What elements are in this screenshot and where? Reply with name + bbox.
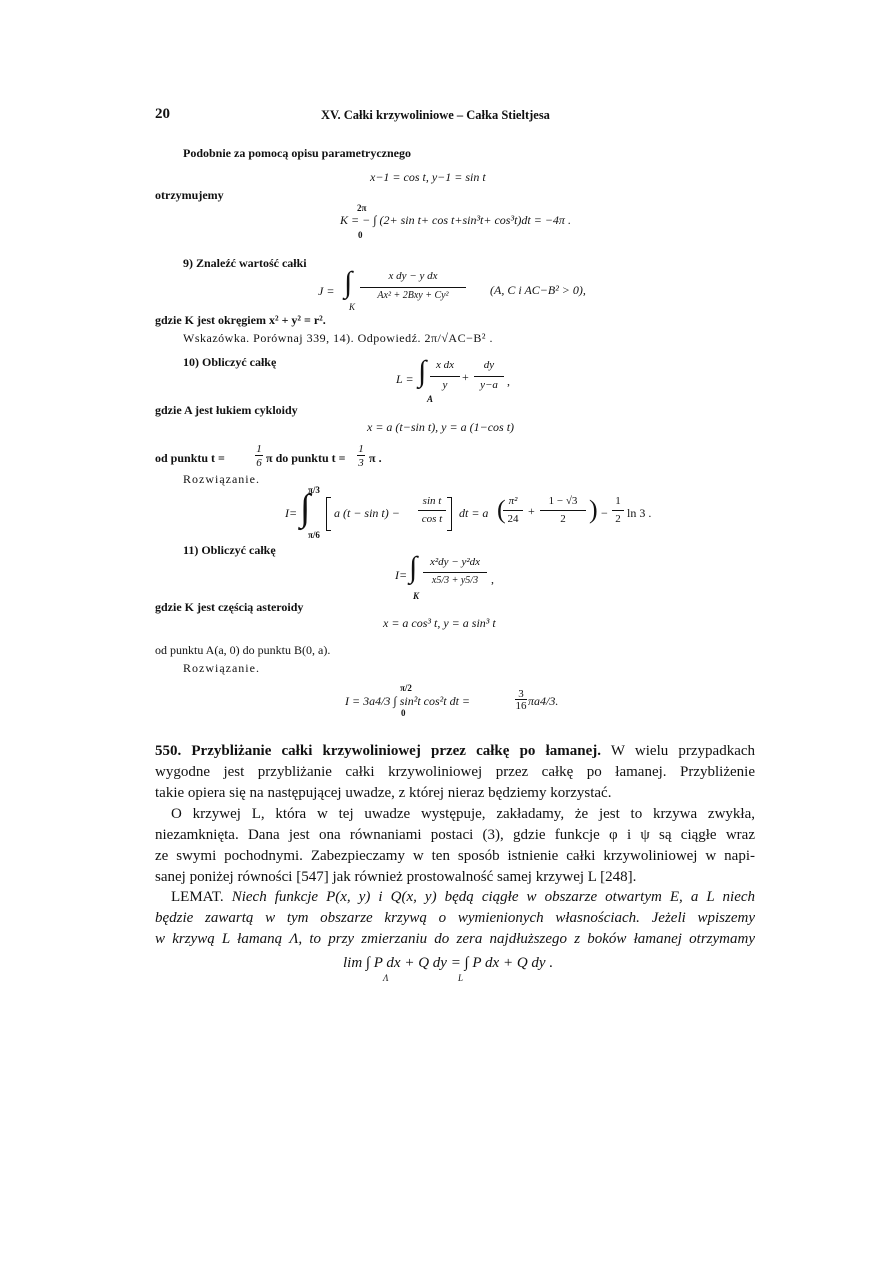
integral-lower-limit: 0 — [358, 230, 363, 240]
integral-sign: ∫ — [409, 551, 418, 584]
fraction-bar — [540, 510, 586, 511]
fraction-numerator: π² — [508, 495, 518, 507]
fraction-bar — [430, 376, 460, 377]
paragraph-line: wygodne jest przybliżanie całki krzywoliniowej przez całkę po łamanej. Przybliżenie — [155, 764, 755, 780]
paragraph-line: niezamknięta. Dana jest ona równaniami postaci (3), gdzie funkcje φ i ψ są ciągłe wraz — [155, 827, 755, 843]
formula-I: I = 3a4/3 ∫ sin²t cos²t dt = — [345, 694, 471, 708]
fraction-denominator: 24 — [507, 513, 519, 525]
fraction-numerator: x dx — [435, 359, 454, 371]
integral-subscript: A — [427, 394, 434, 404]
text-line: od punktu A(a, 0) do punktu B(0, a). — [155, 643, 331, 657]
text-line: Podobnie za pomocą opisu parametrycznego — [183, 146, 411, 160]
fraction-bar — [503, 510, 523, 511]
formula-lhs: I= — [395, 568, 408, 582]
fraction-denominator: cos t — [421, 513, 443, 525]
lemma-line: w krzywą L łamaną Λ, to przy zmierzaniu do zera najdłuższego z boków łamanej otrzymamy — [155, 931, 755, 947]
problem-11-title: 11) Obliczyć całkę — [183, 543, 276, 557]
bracket-content: a (t − sin t) − — [334, 506, 400, 520]
text-line-b: π do punktu t = — [266, 451, 346, 465]
minus-sign: − — [601, 506, 608, 520]
text-line: gdzie K jest częścią asteroidy — [155, 600, 304, 614]
section-heading: 550. Przybliżanie całki krzywoliniowej przez całkę po łamanej. — [155, 743, 601, 759]
text-line-c: π . — [369, 451, 382, 465]
lemma-label: LEMAT. — [171, 889, 224, 905]
comma: , — [507, 374, 510, 388]
text-line: gdzie A jest łukiem cykloidy — [155, 403, 298, 417]
fraction-denominator: 16 — [515, 700, 527, 712]
fraction-denominator: y — [442, 379, 448, 391]
formula-end: πa4/3. — [528, 694, 559, 708]
running-title: XV. Całki krzywoliniowe – Całka Stieltjesa — [321, 108, 550, 122]
section-text: W wielu przypadkach — [610, 743, 756, 759]
fraction-bar — [357, 455, 365, 456]
integral-upper-limit: π/2 — [400, 683, 412, 693]
fraction-denominator: y−a — [480, 379, 498, 391]
fraction-numerator: x²dy − y²dx — [429, 556, 481, 568]
fraction-denominator: 2 — [560, 513, 566, 525]
integral-sign: ∫ — [418, 355, 427, 388]
formula-line: x = a cos³ t, y = a sin³ t — [383, 616, 496, 630]
text-line-a: od punktu t = — [155, 451, 225, 465]
integral-subscript: K — [413, 591, 420, 601]
fraction-bar — [474, 376, 504, 377]
integral-lower-limit: 0 — [401, 708, 406, 718]
fraction-bar — [612, 510, 624, 511]
hint-line: Wskazówka. Porównaj 339, 14). Odpowiedź. 2π/√AC−B² . — [183, 331, 493, 345]
text-line: otrzymujemy — [155, 188, 224, 202]
formula-lhs: J = — [318, 284, 335, 298]
bracket-left — [326, 497, 331, 531]
fraction-numerator: 1 — [615, 495, 621, 507]
fraction-bar — [418, 510, 446, 511]
integral-lower-limit: π/6 — [308, 530, 320, 540]
problem-9-title: 9) Znaleźć wartość całki — [183, 256, 307, 270]
fraction-denominator: x5/3 + y5/3 — [431, 575, 479, 586]
formula-line: x = a (t−sin t), y = a (1−cos t) — [367, 420, 515, 434]
integral-subscript: K — [349, 302, 356, 312]
fraction-denominator: Ax² + 2Bxy + Cy² — [377, 290, 449, 301]
fraction-numerator: x dy − y dx — [388, 270, 438, 282]
problem-10-title: 10) Obliczyć całkę — [183, 355, 277, 369]
integral-sign: ∫ — [344, 266, 353, 299]
lemma-first-line — [171, 887, 755, 908]
plus-sign: + — [462, 370, 469, 384]
section-first-line — [155, 741, 755, 762]
lemma-formula: lim ∫ P dx + Q dy = ∫ P dx + Q dy . — [343, 955, 554, 971]
plus-sign: + — [528, 504, 535, 518]
formula-lhs: L = — [396, 372, 414, 386]
formula-dt: dt = a — [459, 506, 489, 520]
paragraph-line: takie opiera się na następującej uwadze, z której nieraz będziemy korzystać. — [155, 785, 612, 801]
paragraph-line: sanej poniżej równości [547] jak również prostowalność samej krzywej L [248]. — [155, 869, 637, 885]
formula-K: K = − ∫ (2+ sin t+ cos t+sin³t+ cos³t)dt = −4π . — [340, 213, 571, 227]
bracket-right — [447, 497, 452, 531]
integral-upper-limit: 2π — [357, 203, 367, 213]
fraction-denominator: 2 — [615, 513, 621, 525]
lemma-formula-sub-curve: L — [458, 973, 464, 983]
fraction-numerator: 1 − √3 — [548, 495, 578, 507]
fraction-bar — [255, 455, 263, 456]
comma: , — [491, 572, 494, 586]
integral-upper-limit: π/3 — [308, 485, 320, 495]
paragraph-line: O krzywej L, która w tej uwadze występuje, zakładamy, że jest to krzywa zwykła, — [171, 806, 755, 822]
formula-lhs: I= — [285, 506, 298, 520]
paren-left: ( — [497, 495, 506, 524]
fraction-numerator: 1 — [358, 443, 364, 455]
lemma-text: Niech funkcje P(x, y) i Q(x, y) będą ciągłe w obszarze otwartym E, a L niech — [231, 889, 756, 905]
fraction-numerator: sin t — [422, 495, 442, 507]
page-number: 20 — [155, 106, 170, 122]
formula-line: x−1 = cos t, y−1 = sin t — [370, 170, 486, 184]
fraction-numerator: 1 — [256, 443, 262, 455]
formula-condition: (A, C i AC−B² > 0), — [490, 283, 586, 297]
paragraph-line: ze swymi pochodnymi. Zabezpieczamy w ten sposób istnienie całki krzywoliniowej w napi- — [155, 848, 755, 864]
paren-right: ) — [589, 495, 598, 524]
fraction-numerator: dy — [483, 359, 495, 371]
fraction-denominator: 6 — [256, 457, 262, 469]
fraction-numerator: 3 — [518, 688, 524, 700]
solution-label: Rozwiązanie. — [183, 661, 260, 675]
solution-label: Rozwiązanie. — [183, 472, 260, 486]
fraction-denominator: 3 — [358, 457, 364, 469]
lemma-formula-sub-polyline: Λ — [383, 973, 389, 983]
integral-sign: ∫ — [300, 487, 311, 529]
fraction-bar — [423, 572, 487, 573]
ln-term: ln 3 . — [627, 506, 652, 520]
text-line: gdzie K jest okręgiem x² + y² = r². — [155, 313, 326, 327]
fraction-bar — [360, 287, 466, 288]
lemma-line: będzie zawartą w tym obszarze krzywą o wymienionych własnościach. Jeżeli wpiszemy — [155, 910, 755, 926]
